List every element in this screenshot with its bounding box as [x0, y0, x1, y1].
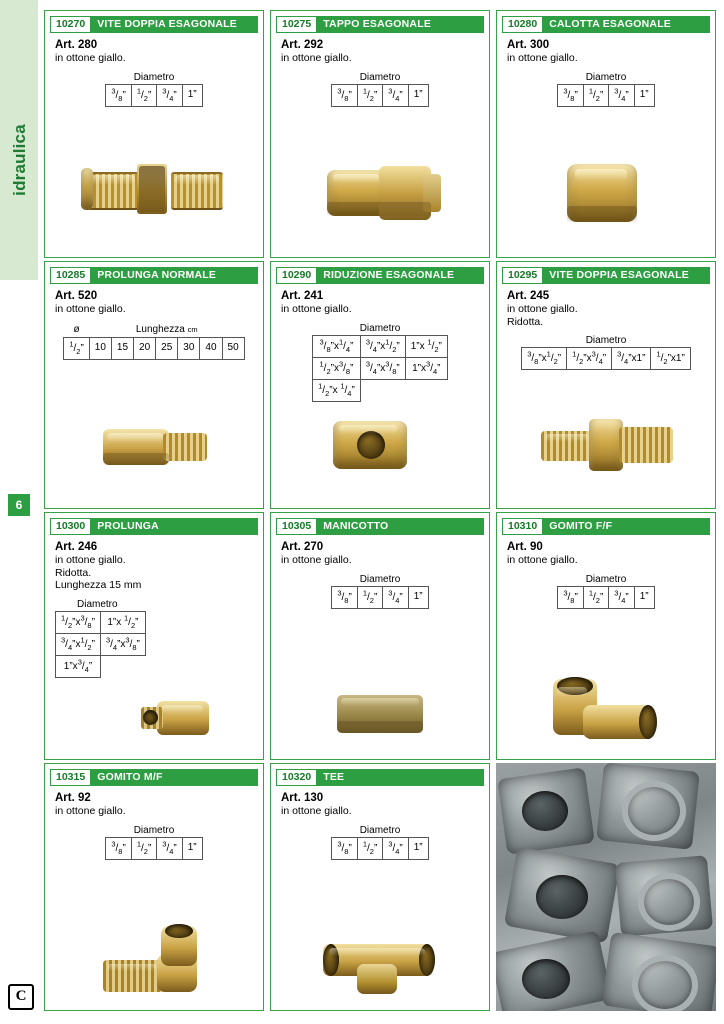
spec-label: Diametro: [359, 322, 401, 334]
product-photo-brass-reducing-nipple: [497, 387, 715, 502]
header-cell-diameter: ø: [73, 323, 80, 335]
material-line: in ottone giallo.: [55, 805, 126, 817]
card-header: [50, 769, 258, 786]
spec-block: [507, 335, 705, 375]
dimension-cell: 1”x $^1/_2$”: [405, 335, 447, 357]
dimension-cell: $^1/_2$”: [357, 84, 382, 106]
product-code: 10290: [276, 267, 317, 284]
product-card[interactable]: [270, 512, 490, 760]
brand-logo: C: [8, 984, 34, 1010]
product-title: MANICOTTO: [317, 518, 484, 535]
spec-block: [55, 599, 253, 684]
dimension-cell: 1”: [408, 586, 428, 608]
product-photo-brass-reducer: [271, 387, 489, 502]
product-title: CALOTTA ESAGONALE: [543, 16, 710, 33]
card-header: [276, 518, 484, 535]
product-title: PROLUNGA: [91, 518, 258, 535]
spec-block: [507, 574, 705, 614]
product-code: 10305: [276, 518, 317, 535]
dimension-table: [331, 84, 428, 107]
steel-fittings-photo: [496, 763, 716, 1011]
product-title: TAPPO ESAGONALE: [317, 16, 484, 33]
card-body: [271, 535, 489, 614]
spec-label: Diametro: [585, 71, 627, 83]
variant-line: Ridotta.: [55, 566, 92, 579]
table-row: [522, 348, 691, 370]
page-number-tab: 6: [8, 494, 30, 516]
spec-label: Diametro: [585, 573, 627, 585]
dimension-cell: $^1/_2”x1$”: [651, 348, 690, 370]
dimension-cell: $1”x^3/_4$”: [405, 357, 447, 379]
dimension-cell: 1”: [634, 84, 654, 106]
dimension-cell: 25: [156, 337, 178, 359]
card-body: [45, 535, 263, 683]
dimension-cell: $^1/_2”x^3/_8$”: [313, 357, 361, 379]
product-code: 10315: [50, 769, 91, 786]
card-header: [276, 769, 484, 786]
dimension-cell: $^3/_8$”: [106, 84, 131, 106]
dimension-table: [63, 323, 244, 360]
dimension-cell: $^3/_4”x^1/_2$”: [360, 335, 405, 357]
product-code: 10320: [276, 769, 317, 786]
product-photo-brass-hex-nipple: [45, 136, 263, 251]
product-card[interactable]: [496, 512, 716, 760]
dimension-cell: $^3/_4$”: [383, 586, 408, 608]
dimension-table: [105, 837, 202, 860]
product-title: GOMITO M/F: [91, 769, 258, 786]
dimension-cell: $^3/_8”x^1/_4$”: [313, 335, 361, 357]
material-line: in ottone giallo.: [281, 554, 352, 566]
dimension-cell: $^3/_4$”: [609, 84, 634, 106]
product-grid: [44, 10, 716, 1014]
card-body: [497, 284, 715, 375]
dimension-cell: 1”: [182, 837, 202, 859]
dimension-cell: $^3/_4$”: [383, 837, 408, 859]
card-body: [45, 786, 263, 865]
dimension-table: [557, 84, 654, 107]
dimension-cell: $^3/_4$”: [609, 586, 634, 608]
table-row: [558, 586, 654, 608]
dimension-table: [331, 586, 428, 609]
sidebar: [0, 0, 38, 1024]
card-header: [50, 16, 258, 33]
product-photo-brass-elbow-mf: [45, 904, 263, 1004]
product-card[interactable]: [270, 261, 490, 509]
product-title: RIDUZIONE ESAGONALE: [317, 267, 484, 284]
material-line: in ottone giallo.: [281, 805, 352, 817]
card-header: [50, 518, 258, 535]
spec-block: [507, 72, 705, 112]
product-title: TEE: [317, 769, 484, 786]
table-row: [313, 357, 448, 379]
card-header: [502, 267, 710, 284]
table-row: [64, 337, 244, 359]
dimension-cell: $^3/_4$”: [157, 837, 182, 859]
dimension-cell: $^3/_8$”: [558, 586, 583, 608]
dimension-table: [521, 347, 691, 370]
dimension-cell: $^1/_2$”: [357, 586, 382, 608]
spec-label: Diametro: [359, 824, 401, 836]
length-line: Lunghezza 15 mm: [55, 579, 142, 591]
article-number: Art. 90: [507, 541, 543, 553]
product-photo-brass-hex-cap: [497, 136, 715, 251]
spec-label: Diametro: [359, 71, 401, 83]
dimension-table: [331, 837, 428, 860]
article-number: Art. 241: [281, 290, 324, 302]
article-number: Art. 245: [507, 290, 550, 302]
table-row: [56, 633, 146, 655]
card-header: [502, 16, 710, 33]
dimension-cell: 20: [134, 337, 156, 359]
article-number: Art. 130: [281, 792, 324, 804]
photo-cell: [496, 763, 716, 1011]
dimension-cell: $^1/_2$”: [357, 837, 382, 859]
dimension-cell: 1”: [182, 84, 202, 106]
spec-block: [281, 825, 479, 865]
dimension-cell: $^3/_4”x^3/_8$”: [360, 357, 405, 379]
table-row: [313, 335, 448, 357]
spec-block: [55, 825, 253, 865]
product-code: 10285: [50, 267, 91, 284]
article-number: Art. 246: [55, 541, 98, 553]
card-header: [502, 518, 710, 535]
dimension-cell: $^1/_2$”: [583, 586, 608, 608]
product-code: 10280: [502, 16, 543, 33]
spec-label: Diametro: [585, 335, 627, 346]
card-body: [45, 284, 263, 365]
product-card[interactable]: [496, 10, 716, 258]
sidebar-category-label: idraulica: [10, 124, 29, 196]
card-body: [271, 786, 489, 865]
dimension-cell: 1”: [634, 586, 654, 608]
product-card[interactable]: [270, 763, 490, 1011]
variant-line: Ridotta.: [507, 315, 544, 328]
spec-label: Diametro: [359, 573, 401, 585]
product-code: 10300: [50, 518, 91, 535]
card-header: [276, 267, 484, 284]
article-number: Art. 292: [281, 39, 324, 51]
product-code: 10270: [50, 16, 91, 33]
dimension-cell: $^1/_2$”: [131, 84, 156, 106]
dimension-table: [105, 84, 202, 107]
product-card[interactable]: [270, 10, 490, 258]
dimension-cell: $^3/_4”x^3/_8$”: [100, 633, 145, 655]
dimension-cell: 50: [222, 337, 244, 359]
table-row: [106, 84, 202, 106]
dimension-cell: $^3/_8$”: [332, 586, 357, 608]
spec-block: [55, 323, 253, 365]
dimension-cell: $1”x^3/_4$”: [56, 656, 101, 678]
table-header-row: [64, 323, 244, 338]
product-code: 10310: [502, 518, 543, 535]
spec-label: Diametro: [133, 71, 175, 83]
product-photo-brass-elbow-ff: [497, 653, 715, 753]
product-title: PROLUNGA NORMALE: [91, 267, 258, 284]
table-row: [332, 837, 428, 859]
product-card[interactable]: [44, 10, 264, 258]
spec-block: [281, 72, 479, 112]
dimension-cell: $^1/_2”x^3/_4$”: [567, 348, 612, 370]
dimension-cell: $^1/_2”x$ $^1/_4$”: [313, 380, 361, 402]
table-row: [106, 837, 202, 859]
dimension-cell: $^3/_4$”: [383, 84, 408, 106]
product-photo-brass-short-extension: [45, 683, 263, 753]
product-code: 10275: [276, 16, 317, 33]
card-body: [497, 535, 715, 614]
material-line: in ottone giallo.: [507, 303, 578, 315]
material-line: in ottone giallo.: [507, 52, 578, 64]
header-cell-length: Lunghezza cm: [89, 323, 244, 338]
dimension-cell: $^3/_4”x^1/_2$”: [56, 633, 101, 655]
product-title: GOMITO F/F: [543, 518, 710, 535]
card-body: [45, 33, 263, 112]
spec-block: [281, 574, 479, 614]
dimension-cell: $^1/_2”x^3/_8$”: [56, 611, 101, 633]
table-row: [558, 84, 654, 106]
material-line: in ottone giallo.: [55, 303, 126, 315]
product-photo-brass-extension: [45, 387, 263, 502]
dimension-table: [55, 611, 146, 679]
table-row: [332, 84, 428, 106]
product-code: 10295: [502, 267, 543, 284]
table-row: [56, 611, 146, 633]
dimension-table: [557, 586, 654, 609]
card-body: [497, 33, 715, 112]
dimension-cell: $^1/_2$”: [131, 837, 156, 859]
material-line: in ottone giallo.: [55, 52, 126, 64]
material-line: in ottone giallo.: [55, 554, 126, 566]
dimension-cell: 1”: [408, 84, 428, 106]
material-line: in ottone giallo.: [281, 303, 352, 315]
card-header: [50, 267, 258, 284]
dimension-cell: $^3/_8$”: [332, 837, 357, 859]
article-number: Art. 520: [55, 290, 98, 302]
dimension-cell: 1”: [408, 837, 428, 859]
dimension-cell: $^3/_8$”: [106, 837, 131, 859]
dimension-cell: $^3/_4”x1$”: [612, 348, 651, 370]
dimension-cell: $^1/_2$”: [583, 84, 608, 106]
dimension-cell: 10: [89, 337, 111, 359]
product-title: VITE DOPPIA ESAGONALE: [91, 16, 258, 33]
dimension-cell: $^1/_2$”: [64, 337, 89, 359]
product-photo-brass-tee: [271, 904, 489, 1004]
dimension-cell: $^3/_4$”: [157, 84, 182, 106]
product-photo-brass-hex-plug: [271, 136, 489, 251]
article-number: Art. 300: [507, 39, 550, 51]
dimension-cell: 15: [111, 337, 133, 359]
dimension-cell: 40: [200, 337, 222, 359]
spec-label: Diametro: [77, 598, 118, 610]
material-line: in ottone giallo.: [507, 554, 578, 566]
dimension-cell: 1”x $^1/_2$”: [100, 611, 145, 633]
table-row: [56, 656, 146, 678]
product-card[interactable]: [44, 512, 264, 760]
spec-label: Diametro: [133, 824, 175, 836]
product-card[interactable]: [44, 261, 264, 509]
product-card[interactable]: [496, 261, 716, 509]
article-number: Art. 280: [55, 39, 98, 51]
product-photo-brass-socket: [271, 673, 489, 753]
material-line: in ottone giallo.: [281, 52, 352, 64]
dimension-cell: $^3/_8”x^1/_2$”: [522, 348, 567, 370]
dimension-cell: 30: [178, 337, 200, 359]
product-card[interactable]: [44, 763, 264, 1011]
dimension-cell: $^3/_8$”: [332, 84, 357, 106]
card-body: [271, 33, 489, 112]
table-row: [332, 586, 428, 608]
article-number: Art. 270: [281, 541, 324, 553]
card-header: [276, 16, 484, 33]
article-number: Art. 92: [55, 792, 91, 804]
dimension-cell: $^3/_8$”: [558, 84, 583, 106]
spec-block: [55, 72, 253, 112]
product-title: VITE DOPPIA ESAGONALE: [543, 267, 710, 284]
